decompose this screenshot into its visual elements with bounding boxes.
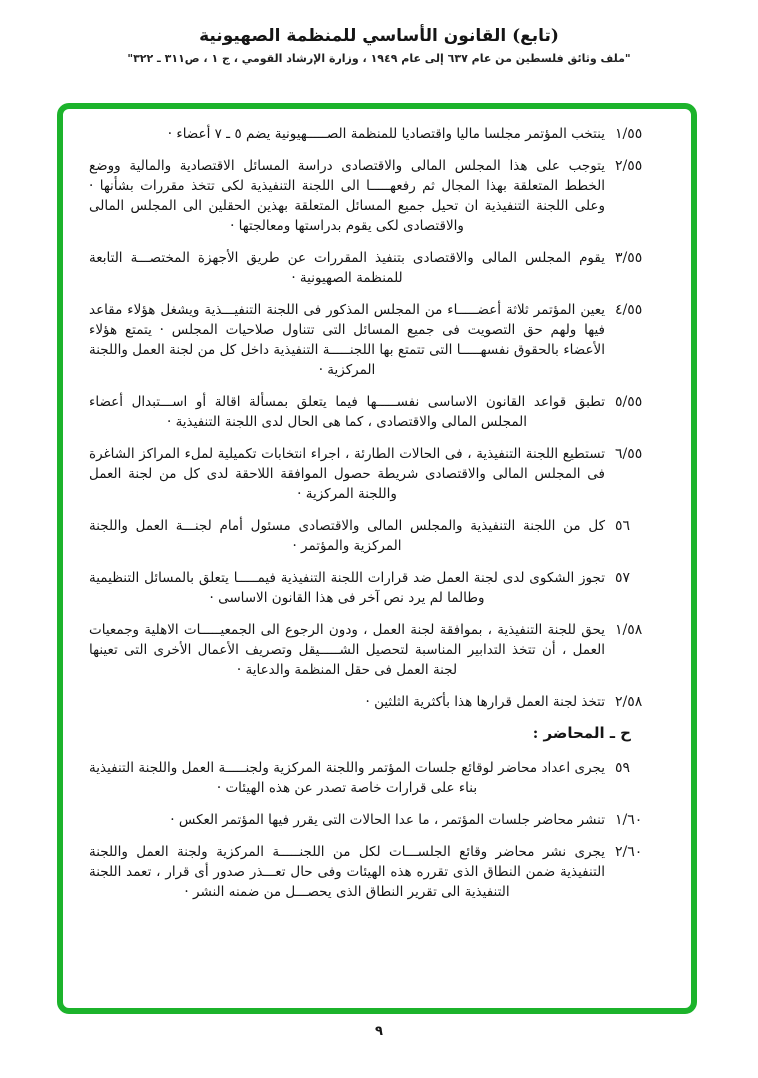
article-item-57 [89, 568, 663, 608]
article-number: ١/٦٠ [615, 812, 643, 828]
article-number: ٤/٥٥ [615, 302, 643, 318]
document-header [0, 0, 758, 65]
article-number: ٦/٥٥ [615, 446, 643, 462]
article-text: كل من اللجنة التنفيذية والمجلس المالى والاقتصادى مسئول أمام لجنـــة العمل واللجنة المركزية والمؤتمر · [89, 518, 605, 554]
article-item-56 [89, 516, 663, 556]
article-item-55-3 [89, 248, 663, 288]
article-item-58-1 [89, 620, 663, 680]
article-item-55-2 [89, 156, 663, 236]
article-number: ٣/٥٥ [615, 250, 643, 266]
article-item-55-6 [89, 444, 663, 504]
article-text: تنشر محاضر جلسات المؤتمر ، ما عدا الحالات التى يقرر فيها المؤتمر العكس · [170, 812, 605, 828]
article-number: ٢/٦٠ [615, 844, 643, 860]
article-number: ١/٥٨ [615, 622, 643, 638]
document-title: (تابع) القانون الأساسي للمنظمة الصهيونية [199, 26, 559, 46]
article-text: يجرى نشر محاضر وقائع الجلســـات لكل من اللجنـــــة المركزية ولجنة العمل واللجنة التنفيذية ضمن النطاق الذى تقرره هذه الهيئات وفى حال تعـــذر صدور أى قرار ، تعمد اللجنة التنفيذية الى تقرير النطاق الذى يحصـــل من ضمنه النشر · [89, 844, 605, 900]
article-number: ٢/٥٨ [615, 694, 643, 710]
article-item-59 [89, 758, 663, 798]
article-text: تجوز الشكوى لدى لجنة العمل ضد قرارات اللجنة التنفيذية فيمـــــا يتعلق بالمسائل التنظيمية وطالما لم يرد نص آخر فى هذا القانون الاساسى · [89, 570, 605, 606]
article-number: ٥/٥٥ [615, 394, 643, 410]
article-text: يقوم المجلس المالى والاقتصادى بتنفيذ المقررات عن طريق الأجهزة المختصـــة التابعة للمنظمة الصهيونية · [89, 250, 605, 286]
article-text: يتوجب على هذا المجلس المالى والاقتصادى دراسة المسائل الاقتصادية والمالية ووضع الخطط المتعلقة بهذا المجال ثم رفعهـــــا الى اللجنة التنفيذية لكى تتخذ مقررات بشأنها · وعلى اللجنة التنفيذية ان تحيل جميع المسائل المتعلقة بهذين الحقلين الى المجلس المالى والاقتصادى لكى يقوم بدراستها ومعالجتها · [89, 158, 605, 234]
article-number: ١/٥٥ [615, 126, 643, 142]
article-item-60-1 [89, 810, 663, 830]
document-source-citation: "ملف وثائق فلسطين من عام ٦٣٧ إلى عام ١٩٤٩ ، وزارة الإرشاد القومي ، ج ١ ، ص٣١١ ـ ٣٢٢" [127, 52, 631, 65]
article-text: تستطيع اللجنة التنفيذية ، فى الحالات الطارئة ، اجراء انتخابات تكميلية لملء المراكز الشاغرة فى المجلس المالى والاقتصادى شريطة حصول الموافقة اللاحقة لدى كل من لجنة العمل واللجنة المركزية · [89, 446, 605, 502]
article-item-55-1 [89, 124, 663, 144]
article-item-60-2 [89, 842, 663, 902]
article-item-55-4 [89, 300, 663, 380]
article-item-58-2 [89, 692, 663, 712]
article-number: ٢/٥٥ [615, 158, 643, 174]
highlight-border-box [57, 103, 697, 1014]
article-item-55-5 [89, 392, 663, 432]
section-heading-minutes: ح ـ المحاضر : [532, 724, 631, 742]
article-text: تطبق قواعد القانون الاساسى نفســـــها فيما يتعلق بمسألة اقالة أو اســـتبدال أعضاء المجلس المالى والاقتصادى ، كما هى الحال لدى اللجنة التنفيذية · [89, 394, 605, 430]
page-number: ٩ [375, 1024, 383, 1039]
article-number: ٥٧ [615, 570, 631, 586]
article-number: ٥٦ [615, 518, 631, 534]
article-text: يجرى اعداد محاضر لوقائع جلسات المؤتمر واللجنة المركزية ولجنـــــة العمل واللجنة التنفيذية بناء على قرارات خاصة تصدر عن هذه الهيئات · [89, 760, 605, 796]
article-text: تتخذ لجنة العمل قرارها هذا بأكثرية الثلثين · [365, 694, 605, 710]
article-text: ينتخب المؤتمر مجلسا ماليا واقتصاديا للمنظمة الصـــــهيونية يضم ٥ ـ ٧ أعضاء · [167, 126, 605, 142]
article-text: يعين المؤتمر ثلاثة أعضـــــاء من المجلس المذكور فى اللجنة التنفيـــذية ويشغل هؤلاء مقاعد فيها ولهم حق التصويت فى جميع المسائل التى تتناول صلاحيات المجلس · يتمتع هؤلاء الأعضاء بالحقوق نفسهـــــا التى تتمتع بها اللجنـــــة التنفيذية داخل كل من لجنة العمل واللجنة المركزية · [89, 302, 605, 378]
article-number: ٥٩ [615, 760, 631, 776]
article-text: يحق للجنة التنفيذية ، بموافقة لجنة العمل ، ودون الرجوع الى الجمعيـــــات الاهلية وجمعيات العمل ، أن تتخذ التدابير المناسبة لتحصيل الشـــــيقل وتصريف الأعمال الأخرى التى تعينها لجنة العمل فى حقل المنظمة والدعاية · [89, 622, 605, 678]
